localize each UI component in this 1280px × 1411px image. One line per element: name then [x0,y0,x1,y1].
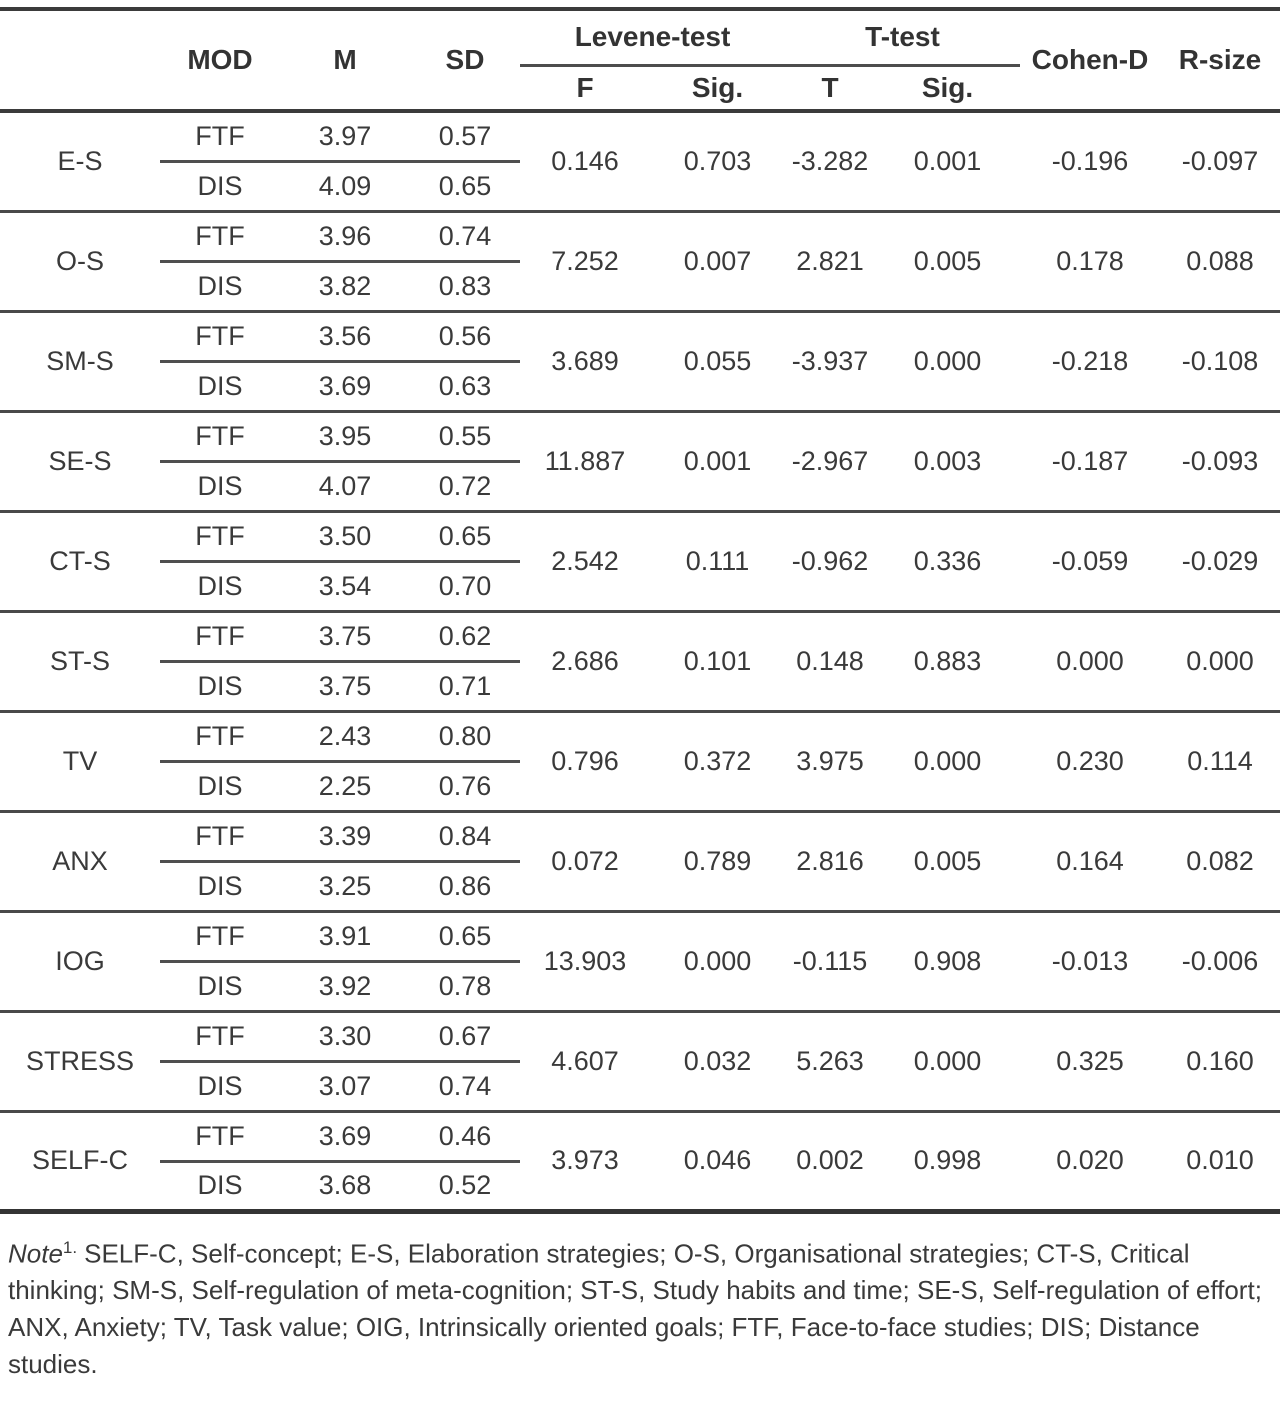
mod-cell: FTF [160,711,280,761]
cohen-d-cell: -0.218 [1051,345,1129,376]
statistics-table [0,7,1280,1214]
sd-cell: 0.65 [410,911,520,961]
row-label: ST-S [49,645,110,676]
cohen-d-cell: -0.187 [1051,445,1129,476]
col-header-t: T [821,71,839,103]
col-header-m: M [333,44,357,75]
r-size-cell: 0.010 [1186,1145,1254,1175]
variable-group [0,311,1280,411]
t-sig-cell: 0.005 [913,845,982,876]
levene-sig-cell: 0.001 [683,445,752,476]
mod-cell: FTF [160,411,280,461]
f-cell: 13.903 [543,945,627,976]
cohen-d-cell: 0.000 [1056,645,1124,676]
m-cell: 3.56 [280,311,410,361]
t-sig-cell: 0.883 [913,645,982,676]
f-cell: 0.146 [551,145,619,176]
table-row-ftf [0,311,1280,361]
t-cell: 2.821 [796,245,864,276]
sd-cell: 0.57 [410,111,520,161]
row-label: TV [62,745,98,776]
t-cell: -0.115 [792,945,868,976]
m-cell: 3.91 [280,911,410,961]
mod-cell: DIS [197,570,243,601]
col-header-f: F [576,71,594,103]
cohen-d-cell: 0.178 [1056,245,1124,276]
mod-cell: FTF [160,1011,280,1061]
variable-group [0,511,1280,611]
row-label: E-S [57,145,103,176]
mod-cell: DIS [197,270,243,301]
t-cell: 5.263 [796,1045,864,1076]
cohen-d-cell: -0.196 [1051,145,1129,176]
col-header-levene-sig: Sig. [691,71,744,103]
variable-group [0,811,1280,911]
r-size-cell: 0.088 [1186,245,1254,276]
sd-cell: 0.71 [438,670,492,701]
cohen-d-cell: -0.013 [1051,945,1129,976]
sd-cell: 0.56 [410,311,520,361]
r-size-cell: -0.097 [1181,145,1259,176]
sd-cell: 0.74 [438,1070,492,1101]
col-header-levene-test: Levene-test [520,9,785,65]
mod-cell: FTF [160,1111,280,1161]
f-cell: 3.973 [551,1145,619,1175]
f-cell: 11.887 [544,445,626,476]
sd-cell: 0.78 [438,970,492,1001]
t-sig-cell: 0.000 [913,345,982,376]
levene-sig-cell: 0.055 [683,345,752,376]
sd-cell: 0.55 [410,411,520,461]
col-header-t-test: T-test [785,9,1020,65]
mod-cell: DIS [197,770,243,801]
table-row-ftf [0,711,1280,761]
m-cell: 3.97 [280,111,410,161]
sd-cell: 0.70 [438,570,492,601]
m-cell: 3.39 [280,811,410,861]
row-label: STRESS [25,1045,135,1076]
f-cell: 0.072 [551,845,619,876]
sd-cell: 0.65 [410,511,520,561]
t-sig-cell: 0.000 [913,1045,982,1076]
table-header [0,9,1280,111]
sd-cell: 0.76 [438,770,492,801]
m-cell: 3.95 [280,411,410,461]
mod-cell: DIS [197,1070,243,1101]
f-cell: 4.607 [551,1045,619,1076]
table-row-ftf [0,111,1280,161]
variable-group [0,911,1280,1011]
row-label: SE-S [48,445,112,476]
note-text: SELF-C, Self-concept; E-S, Elaboration strategies; O-S, Organisational strategies; CT-S, Critical thinking; SM-S, Self-regulation of meta-cognition; ST-S, Study habits and time; SE-S, Self-regulation of effort; ANX, Anxiety; TV, Task value; OIG, Intrinsically oriented goals; FTF, Face-to-face studies; DIS; Distance studies. [8,1238,1262,1380]
m-cell: 3.75 [280,611,410,661]
table-row-ftf [0,211,1280,261]
mod-cell: FTF [160,311,280,361]
table-row-ftf [0,611,1280,661]
m-cell: 3.75 [318,670,372,701]
variable-group [0,1011,1280,1111]
sd-cell: 0.84 [410,811,520,861]
levene-sig-cell: 0.032 [683,1045,752,1076]
variable-group [0,611,1280,711]
t-cell: -2.967 [791,445,869,476]
row-label: O-S [55,245,104,276]
m-cell: 3.69 [280,1111,410,1161]
table-note [0,1229,1280,1384]
table-row-ftf [0,411,1280,461]
variable-group [0,211,1280,311]
levene-sig-cell: 0.703 [683,145,752,176]
row-label: CT-S [49,545,111,576]
mod-cell: DIS [197,670,243,701]
r-size-cell: 0.114 [1187,745,1253,776]
f-cell: 7.252 [551,245,619,276]
t-cell: 3.975 [796,745,864,776]
mod-cell: DIS [197,370,243,401]
t-sig-cell: 0.998 [913,1145,982,1175]
levene-sig-cell: 0.046 [683,1145,752,1175]
t-cell: 2.816 [796,845,864,876]
table-row-ftf [0,811,1280,861]
m-cell: 3.54 [318,570,372,601]
sd-cell: 0.80 [410,711,520,761]
mod-cell: DIS [197,970,243,1001]
sd-cell: 0.46 [410,1111,520,1161]
mod-cell: FTF [160,111,280,161]
sd-cell: 0.67 [410,1011,520,1061]
row-label: SELF-C [31,1145,129,1175]
col-header-t-sig: Sig. [921,71,974,103]
col-header-sd: SD [445,44,485,75]
f-cell: 0.796 [551,745,619,776]
note-superscript: 1. [62,1237,78,1257]
r-size-cell: -0.108 [1181,345,1259,376]
note-label: Note [8,1238,63,1269]
r-size-cell: -0.029 [1181,545,1259,576]
m-cell: 3.50 [280,511,410,561]
sd-cell: 0.63 [438,370,492,401]
m-cell: 2.25 [318,770,372,801]
variable-group [0,411,1280,511]
mod-cell: DIS [197,470,243,501]
r-size-cell: 0.160 [1186,1045,1254,1076]
m-cell: 3.69 [318,370,372,401]
table-row-ftf [0,911,1280,961]
mod-cell: FTF [160,511,280,561]
variable-group [0,111,1280,211]
r-size-cell: -0.006 [1181,945,1259,976]
cohen-d-cell: -0.059 [1051,545,1129,576]
t-cell: -3.282 [791,145,869,176]
f-cell: 2.686 [551,645,619,676]
cohen-d-cell: 0.020 [1056,1145,1124,1175]
table-row-ftf [0,511,1280,561]
f-cell: 3.689 [551,345,619,376]
cohen-d-cell: 0.325 [1056,1045,1124,1076]
r-size-cell: 0.082 [1186,845,1254,876]
m-cell: 4.09 [318,170,372,201]
mod-cell: FTF [160,811,280,861]
m-cell: 3.30 [280,1011,410,1061]
cohen-d-cell: 0.230 [1056,745,1124,776]
t-cell: 0.002 [796,1145,864,1175]
m-cell: 3.68 [318,1170,372,1200]
t-cell: -0.962 [791,545,869,576]
levene-sig-cell: 0.111 [685,545,750,576]
t-cell: -3.937 [791,345,869,376]
col-header-mod: MOD [187,44,253,75]
variable-group [0,1111,1280,1211]
t-sig-cell: 0.003 [913,445,982,476]
table-row-ftf [0,1111,1280,1161]
levene-sig-cell: 0.101 [683,645,752,676]
m-cell: 2.43 [280,711,410,761]
m-cell: 3.07 [318,1070,372,1101]
mod-cell: FTF [160,611,280,661]
sd-cell: 0.52 [438,1170,492,1200]
m-cell: 3.82 [318,270,372,301]
t-cell: 0.148 [796,645,864,676]
mod-cell: FTF [160,911,280,961]
header-row-top [0,9,1280,65]
corner-cell [0,9,160,111]
r-size-cell: -0.093 [1181,445,1259,476]
sd-cell: 0.74 [410,211,520,261]
sd-cell: 0.72 [438,470,492,501]
col-header-r-size: R-size [1178,44,1262,75]
f-cell: 2.542 [551,545,619,576]
levene-sig-cell: 0.789 [683,845,752,876]
row-label: IOG [55,945,105,976]
m-cell: 3.92 [318,970,372,1001]
m-cell: 3.25 [318,870,372,901]
levene-sig-cell: 0.007 [683,245,752,276]
m-cell: 3.96 [280,211,410,261]
mod-cell: DIS [197,1170,243,1200]
table-row-ftf [0,1011,1280,1061]
row-label: ANX [52,845,108,876]
mod-cell: DIS [197,170,243,201]
sd-cell: 0.65 [438,170,492,201]
sd-cell: 0.83 [438,270,492,301]
t-sig-cell: 0.005 [913,245,982,276]
t-sig-cell: 0.001 [913,145,982,176]
t-sig-cell: 0.336 [913,545,982,576]
row-label: SM-S [46,345,114,376]
t-sig-cell: 0.000 [913,745,982,776]
r-size-cell: 0.000 [1186,645,1254,676]
mod-cell: DIS [197,870,243,901]
cohen-d-cell: 0.164 [1056,845,1124,876]
levene-sig-cell: 0.372 [683,745,752,776]
mod-cell: FTF [160,211,280,261]
t-sig-cell: 0.908 [913,945,982,976]
variable-group [0,711,1280,811]
levene-sig-cell: 0.000 [683,945,752,976]
col-header-cohen-d: Cohen-D [1031,44,1149,75]
m-cell: 4.07 [318,470,372,501]
sd-cell: 0.86 [438,870,492,901]
sd-cell: 0.62 [410,611,520,661]
